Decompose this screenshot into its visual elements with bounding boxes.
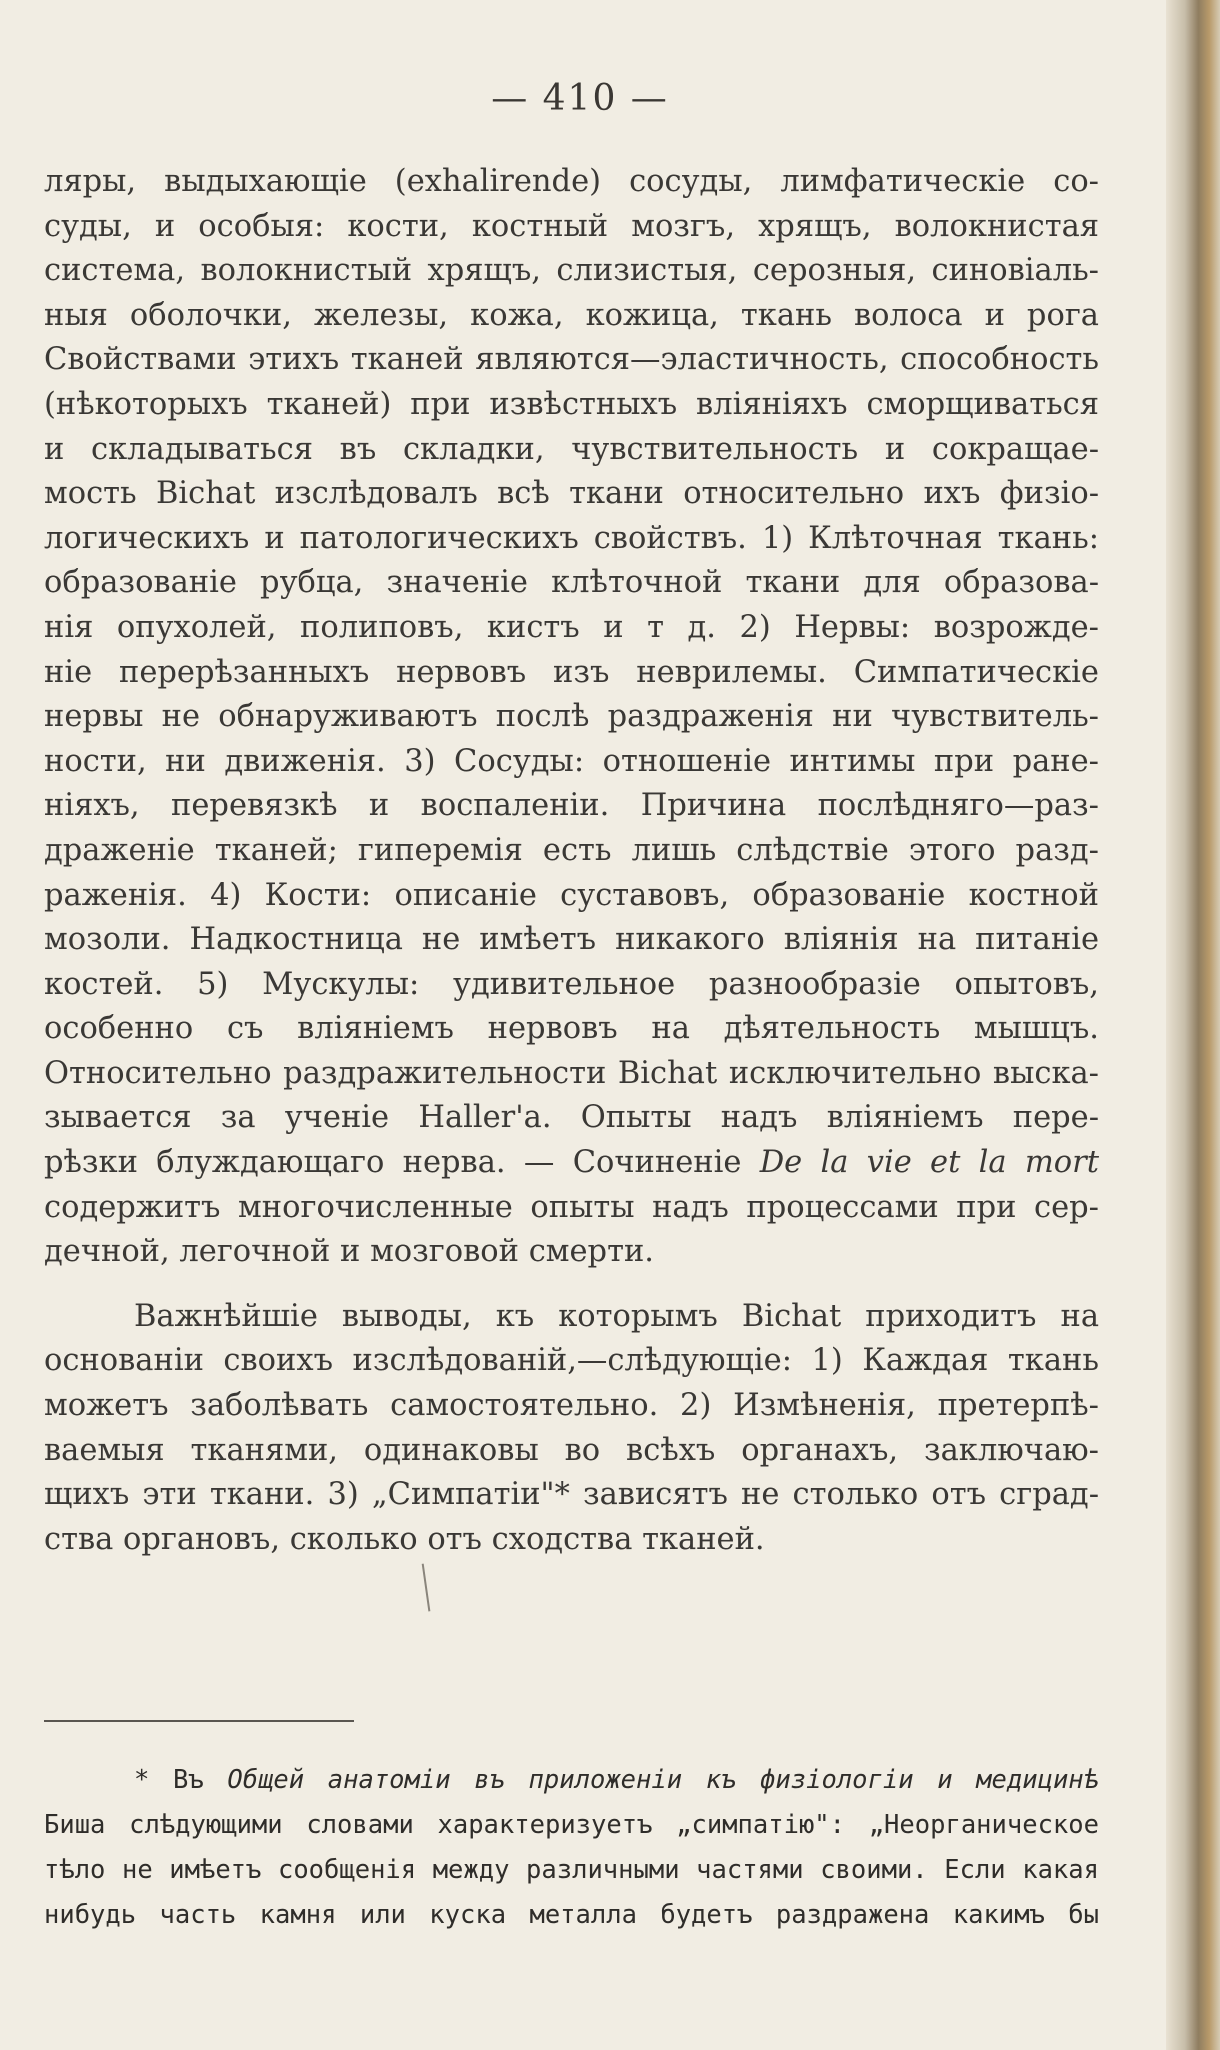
text-line: суды, и особыя: кости, костный мозгъ, хрящъ, волокнистая (44, 208, 1099, 244)
footnote-divider (44, 1720, 354, 1722)
text-line: ваемыя тканями, одинаковы во всѣхъ органахъ, заключаю- (44, 1432, 1099, 1468)
pencil-mark (422, 1563, 439, 1612)
text-line: раженія. 4) Кости: описаніе суставовъ, образованіе костной (44, 877, 1099, 913)
text-line: Относительно раздражительности Bichat исключительно выска- (44, 1055, 1099, 1091)
text-line: основаніи своихъ изслѣдованій,—слѣдующіе: 1) Каждая ткань (44, 1343, 1099, 1379)
text-line: мость Bichat изслѣдовалъ всѣ ткани относительно ихъ физіо- (44, 476, 1099, 512)
paragraph-2 (44, 1295, 1099, 1563)
italic-book-title: De la vie et la mort (759, 1145, 1099, 1181)
text-line: ляры, выдыхающіе (exhalirende) сосуды, лимфатическіе со- (44, 164, 1099, 199)
text-line: щихъ эти ткани. 3) „Симпатіи"* зависятъ не столько отъ сград- (44, 1477, 1099, 1513)
body-text (44, 160, 1099, 1562)
footnote-line: тѣло не имѣетъ сообщенія между различными частями своими. Если какая (44, 1855, 1099, 1885)
text-line: ніе перерѣзанныхъ нервовъ изъ неврилемы. Симпатическіе (44, 654, 1099, 690)
footnote (44, 1758, 1099, 1938)
text-line: рѣзки блуждающаго нерва. — Сочиненіе De la vie et la mort (44, 1145, 1099, 1181)
text-line: логическихъ и патологическихъ свойствъ. 1) Клѣточная ткань: (44, 520, 1099, 556)
text-line: зывается за ученіе Haller'а. Опыты надъ вліяніемъ пере- (44, 1100, 1099, 1136)
paragraph-1 (44, 160, 1099, 1275)
text-line: ства органовъ, сколько отъ сходства тканей. (44, 1521, 765, 1557)
book-binding-edge (1166, 0, 1220, 2050)
footnote-line: нибудь часть камня или куска металла будетъ раздражена какимъ бы (44, 1900, 1099, 1930)
text-line: драженіе тканей; гиперемія есть лишь слѣдствіе этого разд- (44, 832, 1099, 868)
text-line: ности, ни движенія. 3) Сосуды: отношеніе интимы при ране- (44, 743, 1099, 779)
text-line: мозоли. Надкостница не имѣетъ никакого вліянія на питаніе (44, 922, 1099, 958)
text-line: нія опухолей, полиповъ, кистъ и т д. 2) Нервы: возрожде- (44, 609, 1099, 645)
text-line: Важнѣйшіе выводы, къ которымъ Bichat приходитъ на (134, 1298, 1099, 1334)
text-line: дечной, легочной и мозговой смерти. (44, 1234, 654, 1270)
page-number: — 410 — (491, 78, 669, 119)
footnote-italic-title: Общей анатоміи въ приложеніи къ физіологіи и медицинѣ (227, 1765, 1099, 1795)
text-line: костей. 5) Мускулы: удивительное разнообразіе опытовъ, (44, 966, 1099, 1002)
text-line: можетъ заболѣвать самостоятельно. 2) Измѣненія, претерпѣ- (44, 1388, 1099, 1424)
footnote-line: Биша слѣдующими словами характеризуетъ „симпатію": „Неорганическое (44, 1810, 1099, 1840)
text-line: нервы не обнаруживаютъ послѣ раздраженія ни чувствитель- (44, 699, 1099, 735)
text-line: содержитъ многочисленные опыты надъ процессами при сер- (44, 1189, 1099, 1225)
text-line: ніяхъ, перевязкѣ и воспаленіи. Причина послѣдняго—раз- (44, 788, 1099, 824)
text-line: образованіе рубца, значеніе клѣточной ткани для образова- (44, 565, 1099, 601)
text-line: особенно съ вліяніемъ нервовъ на дѣятельность мышцъ. (44, 1011, 1099, 1047)
text-line: ныя оболочки, железы, кожа, кожица, ткань волоса и рога (44, 297, 1099, 333)
footnote-line-1: * Въ Общей анатоміи въ приложеніи къ физіологіи и медицинѣ (134, 1765, 1099, 1795)
text-line: система, волокнистый хрящъ, слизистыя, серозныя, синовіаль- (44, 253, 1099, 289)
text-line: и складываться въ складки, чувствительность и сокращае- (44, 431, 1099, 467)
text-line: (нѣкоторыхъ тканей) при извѣстныхъ вліяніяхъ сморщиваться (44, 386, 1099, 422)
text-line: Свойствами этихъ тканей являются—эластичность, способность (44, 342, 1099, 378)
